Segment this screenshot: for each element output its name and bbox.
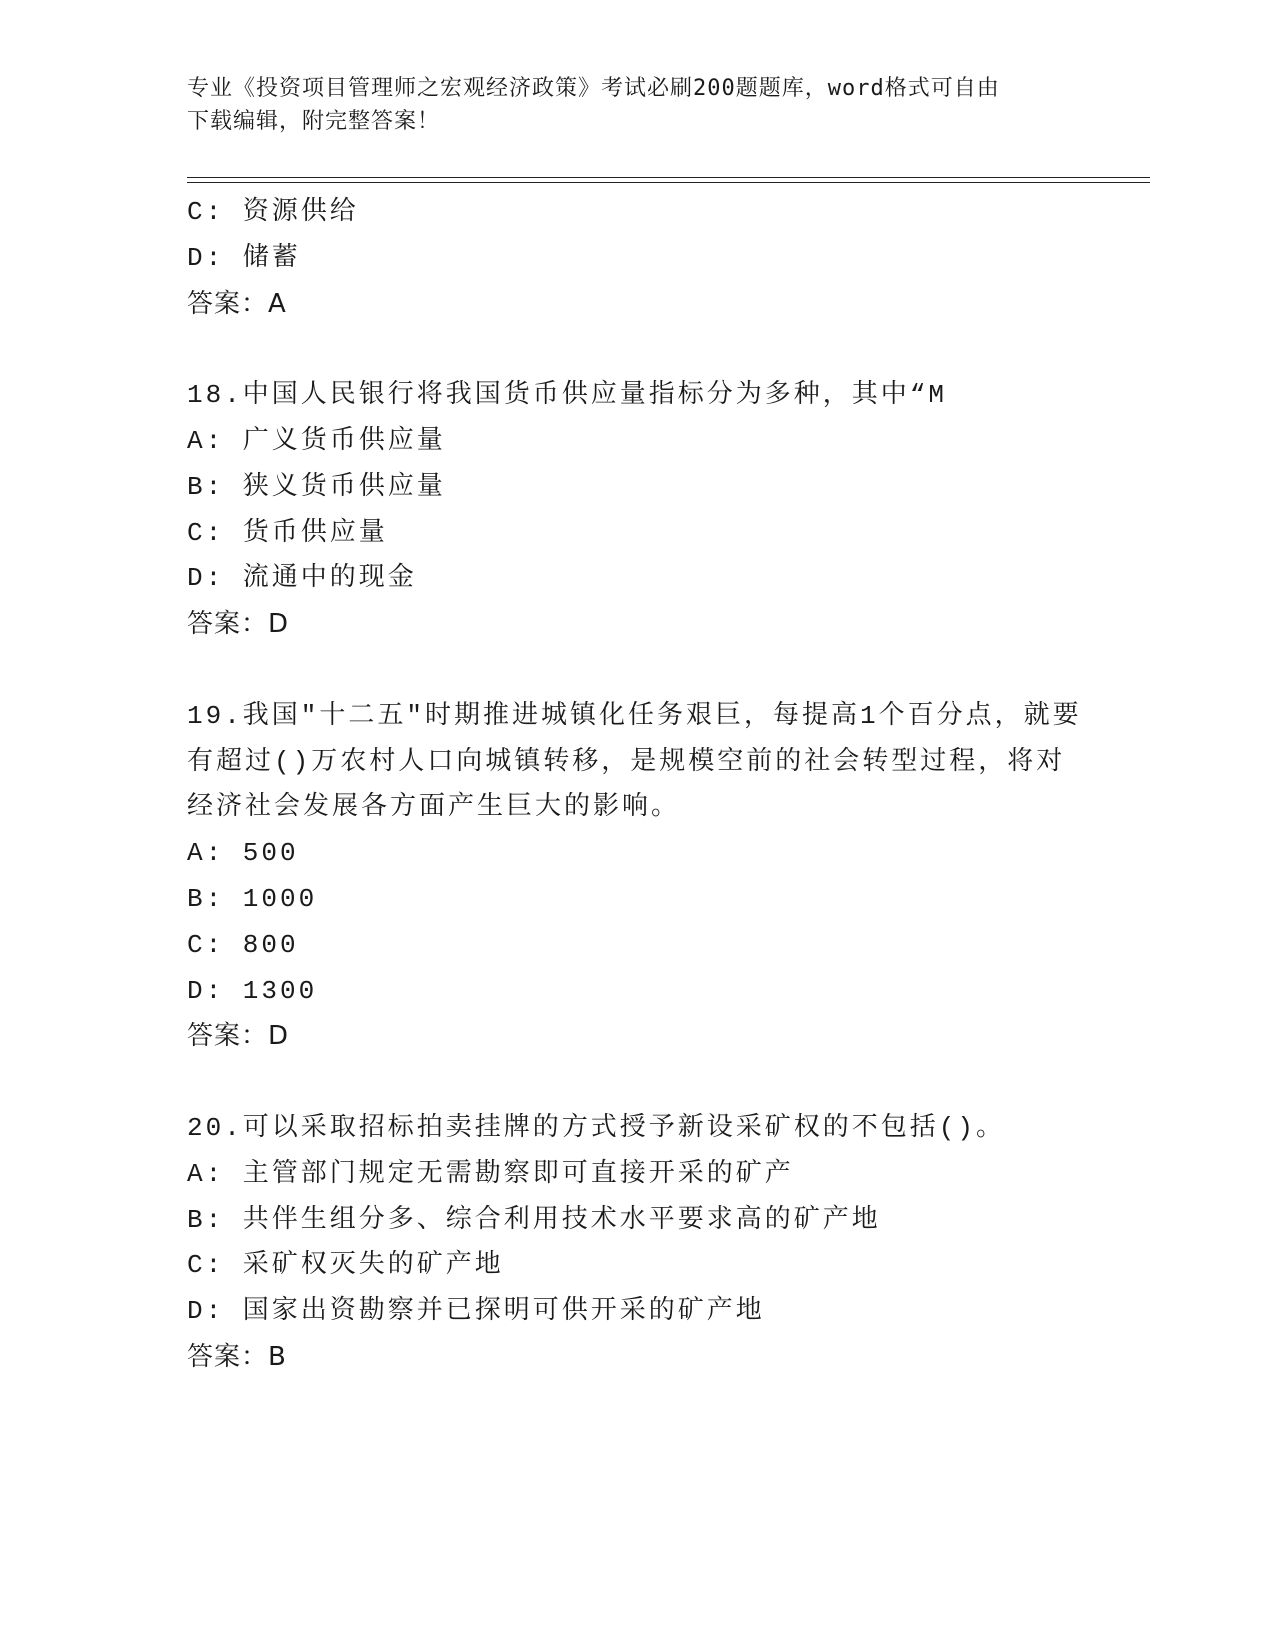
question-list	[187, 190, 1087, 1381]
option-c: C: 800	[187, 929, 299, 960]
header-line-1: 专业《投资项目管理师之宏观经济政策》考试必刷200题题库，word格式可自由	[187, 76, 1000, 101]
option-b: B: 狭义货币供应量	[187, 471, 446, 502]
option-d: D: 流通中的现金	[187, 563, 417, 594]
option-c: C: 资源供给	[187, 197, 359, 227]
question-block-19	[187, 694, 1087, 1060]
question-spacer	[187, 648, 1087, 694]
question-spacer	[187, 1060, 1087, 1106]
question-stem-line-1: 19.我国"十二五"时期推进城镇化任务艰巨，每提高1个百分点，就要	[187, 700, 1082, 731]
option-c: C: 采矿权灭失的矿产地	[187, 1250, 504, 1281]
option-d: D: 1300	[187, 975, 318, 1006]
option-a: A: 500	[187, 838, 299, 869]
question-stem-line-2: 有超过()万农村人口向城镇转移，是规模空前的社会转型过程，将对	[187, 746, 1066, 777]
option-b: B: 1000	[187, 883, 318, 914]
answer-label: 答案：B	[187, 1341, 287, 1372]
question-block-17	[187, 190, 1087, 327]
document-header	[187, 72, 1087, 138]
option-c: C: 货币供应量	[187, 517, 388, 548]
header-line-2: 下载编辑，附完整答案！	[187, 109, 441, 134]
answer-label: 答案：D	[187, 609, 290, 640]
question-block-20	[187, 1106, 1087, 1381]
header-divider-top	[187, 177, 1150, 178]
option-a: A: 广义货币供应量	[187, 425, 446, 456]
header-divider-bottom	[187, 182, 1150, 183]
question-block-18	[187, 373, 1087, 648]
question-stem: 18.中国人民银行将我国货币供应量指标分为多种，其中“M	[187, 380, 948, 411]
answer-label: 答案：D	[187, 1021, 290, 1052]
question-stem: 20.可以采取招标拍卖挂牌的方式授予新设采矿权的不包括()。	[187, 1112, 1006, 1143]
option-d: D: 国家出资勘察并已探明可供开采的矿产地	[187, 1296, 765, 1327]
answer-label: 答案：A	[187, 288, 287, 319]
question-spacer	[187, 327, 1087, 373]
option-d: D: 储蓄	[187, 242, 301, 273]
question-stem-line-3: 经济社会发展各方面产生巨大的影响。	[187, 792, 681, 823]
option-a: A: 主管部门规定无需勘察即可直接开采的矿产	[187, 1158, 794, 1189]
option-b: B: 共伴生组分多、综合利用技术水平要求高的矿产地	[187, 1204, 881, 1235]
